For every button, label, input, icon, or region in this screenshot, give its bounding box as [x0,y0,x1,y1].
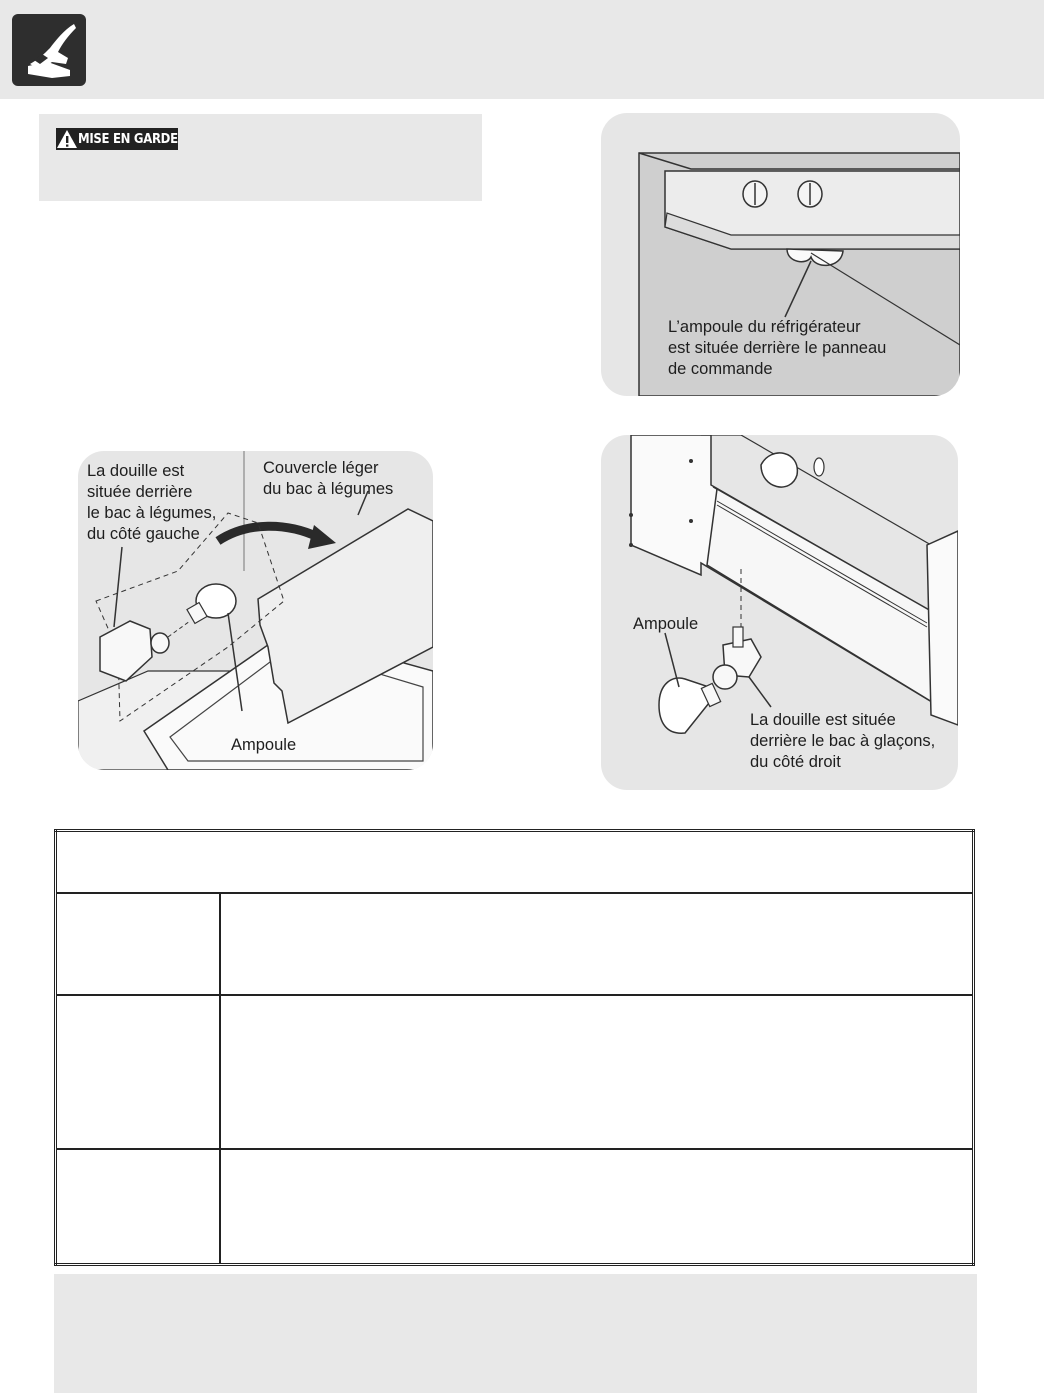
bulb-table [54,829,975,1266]
figure-control-panel [601,113,960,396]
table-cell [56,1149,221,1265]
table-header-row [56,831,974,893]
caution-badge [56,128,178,150]
crisper-cover-label: Couvercle léger du bac à légumes [263,459,394,498]
table-cell [56,893,221,995]
warning-icon [56,128,78,150]
table-row [56,893,974,995]
table-cell [220,893,974,995]
table-cell [220,995,974,1149]
note-box [54,1274,977,1393]
hand-icon [12,14,86,86]
table-row [56,1149,974,1265]
caution-box [39,114,482,201]
crisper-socket-label: La douille est située derrière le bac à légumes, du côté gauche [87,462,217,543]
ice-bin-bulb-label: Ampoule [633,615,699,633]
ice-bin-socket-label: La douille est située derrière le bac à glaçons, du côté droit [750,711,936,771]
page-header [0,0,1044,99]
table-row [56,995,974,1149]
table-cell [220,1149,974,1265]
crisper-bulb-label: Ampoule [231,736,297,754]
caution-label: MISE EN GARDE [78,131,178,147]
table-cell [56,995,221,1149]
hand-tool-logo [12,14,86,86]
figure-crisper-socket [78,451,433,770]
control-panel-bulb-label: L’ampoule du réfrigérateur est située derrière le panneau de commande [668,318,887,378]
figure-ice-bin-socket [601,435,958,790]
table-header-cell [56,831,974,893]
